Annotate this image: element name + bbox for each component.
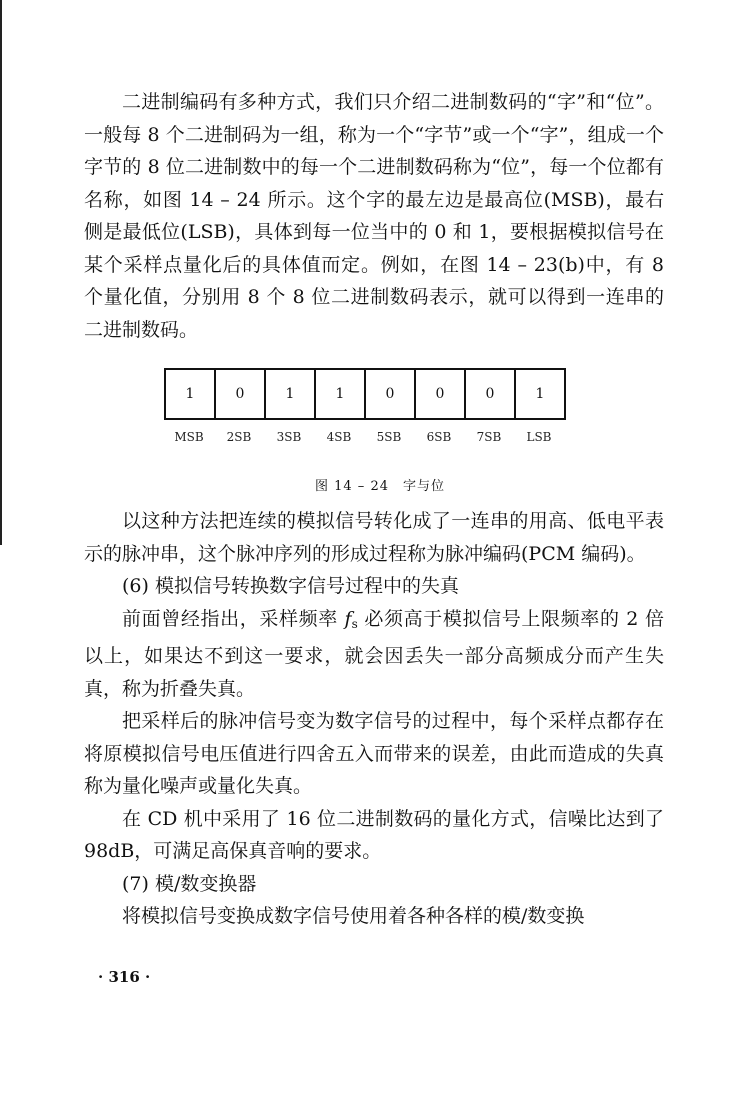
aliasing-text-start: 前面曾经指出，采样频率 (122, 607, 345, 630)
bit-cell-5: 0 (366, 370, 416, 418)
figure-caption: 图 14 – 24 字与位 (315, 479, 445, 494)
bit-label-6sb: 6SB (426, 430, 452, 444)
paragraph-binary-encoding: 二进制编码有多种方式，我们只介绍二进制数码的“字”和“位”。一般每 8 个二进制码为一组，称为一个“字节”或一个“字”，组成一个字节的 8 位二进制数中的每一个二进制数码称为“位”，每一个位都有名称，如图 14 – 24 所示。这个字的最左边是最高位(MSB)，最右侧是最低位(LSB)，具体到每一位当中的 0 和 1，要根据模拟信号在某个采样点量化后的具体值而定。例如，在图 14 – 23(b)中，有 8 个量化值，分别用 8 个 8 位二进制数码表示，就可以得到一连串的二进制数码。 (84, 91, 664, 341)
bit-label-3sb: 3SB (276, 430, 302, 444)
paragraph-pcm: 以这种方法把连续的模拟信号转化成了一连串的用高、低电平表示的脉冲串，这个脉冲序列的形成过程称为脉冲编码(PCM 编码)。 (84, 510, 664, 565)
text-block-top (84, 86, 664, 346)
aliasing-text-end: 必须高于模拟信号上限频率的 2 倍以上，如果达不到这一要求，就会因丢失一部分高频成分而产生失真，称为折叠失真。 (84, 607, 664, 700)
bit-label-7sb: 7SB (476, 430, 502, 444)
sampling-frequency-symbol: f (344, 607, 352, 630)
bit-label-5sb: 5SB (376, 430, 402, 444)
bit-cell-4: 1 (316, 370, 366, 418)
bit-cell-7: 0 (466, 370, 516, 418)
paragraph-quantization-noise: 把采样后的脉冲信号变为数字信号的过程中，每个采样点都存在将原模拟信号电压值进行四舍五入而带来的误差，由此而造成的失真称为量化噪声或量化失真。 (84, 710, 664, 797)
paragraph-ad-intro: 将模拟信号变换成数字信号使用着各种各样的模/数变换 (122, 905, 585, 927)
bit-label-4sb: 4SB (326, 430, 352, 444)
left-margin-line (0, 0, 2, 545)
bit-cell-1: 1 (166, 370, 216, 418)
bit-cell-3: 1 (266, 370, 316, 418)
bit-label-2sb: 2SB (226, 430, 252, 444)
bit-label-lsb: LSB (526, 430, 552, 444)
bit-label-row (164, 430, 564, 444)
text-block-bottom (84, 505, 664, 933)
bit-cell-6: 0 (416, 370, 466, 418)
page-number: · 316 · (98, 968, 151, 986)
bit-cell-8: 1 (535, 386, 545, 402)
bit-cell-2: 0 (216, 370, 266, 418)
paragraph-cd-quantization: 在 CD 机中采用了 16 位二进制数码的量化方式，信噪比达到了 98dB，可满足高保真音响的要求。 (84, 807, 664, 862)
heading-distortion: (6) 模拟信号转换数字信号过程中的失真 (122, 575, 459, 597)
byte-diagram (164, 368, 566, 420)
paragraph-aliasing (84, 603, 664, 706)
bit-label-msb: MSB (174, 430, 204, 444)
sampling-frequency-subscript: s (351, 616, 358, 631)
heading-ad-converter: (7) 模/数变换器 (122, 872, 257, 895)
